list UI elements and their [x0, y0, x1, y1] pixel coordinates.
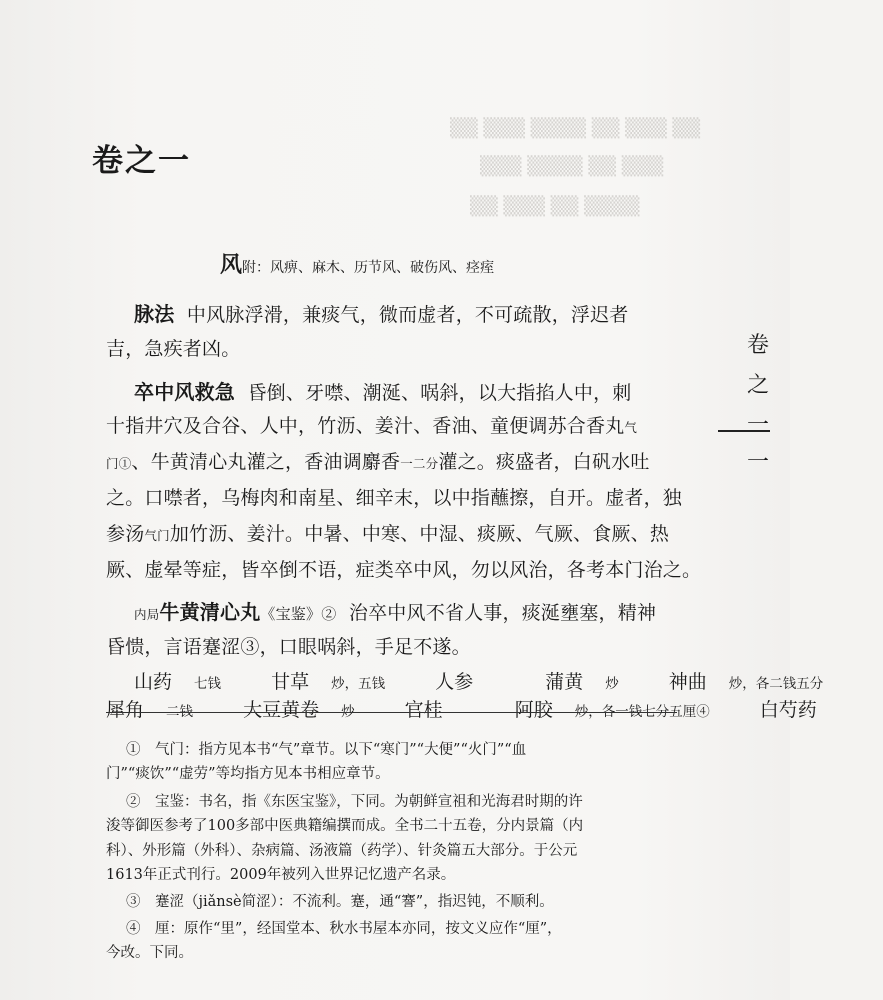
rescue-text-3b: 、牛黄清心丸灌之，香油调麝香: [131, 451, 401, 473]
pulse-line-2: 吉，急疾者凶。: [106, 338, 241, 360]
rescue-note-5b: 气门: [144, 528, 170, 543]
formula-line-1: [134, 596, 694, 625]
section-heading-title: 风: [220, 253, 243, 278]
page-number: 一: [746, 450, 769, 475]
ingredient: 人参: [435, 671, 474, 693]
rescue-line-6: 厥、虚晕等症，皆卒倒不语，症类卒中风，勿以风治，各考本门治之。: [106, 559, 702, 581]
rescue-line-3: [106, 447, 681, 474]
ingredient: 神曲 炒，各二钱五分: [668, 671, 824, 693]
rescue-heading: 卒中风救急: [134, 380, 235, 404]
rescue-note-3a: 门①: [106, 456, 132, 471]
ingredients-row-1: [134, 667, 867, 694]
rescue-text-5a: 参汤: [106, 523, 145, 545]
ingredient: 官桂: [404, 699, 443, 721]
rescue-note-3c: 一二分: [400, 456, 439, 471]
footnote-3: ③ 蹇涩（jiǎnsè简涩）：不流利。蹇，通“謇”，指迟钝，不顺利。: [126, 894, 554, 910]
running-header-rule: [718, 430, 770, 432]
rescue-text-1: 昏倒、牙噤、潮涎、㖞斜，以大指掐人中，刺: [247, 382, 632, 404]
rescue-line-1: [134, 376, 694, 405]
rescue-note-2: 气: [624, 420, 638, 435]
section-heading: [220, 248, 494, 279]
rescue-text-2: 十指井穴及合谷、人中，竹沥、姜汁、香油、童便调苏合香丸: [106, 415, 625, 437]
bleed-through-text: ▒▒ ▒▒▒ ▒▒▒▒ ▒▒ ▒▒▒ ▒▒: [450, 118, 701, 139]
ingredient: 蒲黄 炒: [545, 671, 619, 693]
ingredients-row-2: [106, 695, 883, 722]
footnote-1: ① 气门：指方见本书“气”章节。以下“寒门”“大便”“火门”“血 门”“痰饮”“虚劳”等均指方见本书相应章节。: [106, 742, 527, 783]
ingredient: 阿胶 炒，各一钱七分五厘④: [514, 699, 710, 721]
pulse-heading: 脉法: [134, 302, 175, 326]
footnote-4: ④ 厘：原作“里”，经国堂本、秋水书屋本亦同，按文义应作“厘”， 今改。下同。: [106, 921, 562, 962]
ingredient: 犀角 二钱: [106, 699, 194, 721]
rescue-line-2: [106, 411, 681, 438]
bleed-through-text: ▒▒▒ ▒▒▒▒ ▒▒ ▒▒▒: [480, 156, 664, 177]
pulse-line-1: [134, 298, 694, 327]
formula-prefix: 内局: [134, 607, 160, 622]
chapter-title: 卷之一: [92, 143, 191, 179]
running-header-char: 之: [746, 373, 769, 398]
running-header-char: 卷: [746, 333, 769, 358]
pulse-text-1: 中风脉浮滑，兼痰气，微而虚者，不可疏散，浮迟者: [186, 304, 629, 326]
ingredient: 甘草 炒，五钱: [271, 671, 386, 693]
ingredient: 白芍药: [759, 699, 817, 721]
rescue-text-3d: 灌之。痰盛者，白矾水吐: [438, 451, 650, 473]
bleed-through-text: ▒▒ ▒▒▒ ▒▒ ▒▒▒▒: [470, 196, 640, 217]
rescue-line-4: 之。口噤者，乌梅肉和南星、细辛末，以中指蘸擦，自开。虚者，独: [106, 487, 683, 509]
rescue-text-5c: 加竹沥、姜汁。中暑、中寒、中湿、痰厥、气厥、食厥、热: [169, 523, 670, 545]
footnote-2: ② 宝鉴：书名，指《东医宝鉴》，下同。为朝鲜宣祖和光海君时期的许 浚等御医参考了100多部中医典籍编撰而成。全书二十五卷，分内景篇（内 科）、外形篇（外科）、杂病篇、汤液篇（药学）、针灸篇五大部分。于公元 1613年正式刊行。2009年被列入世界记忆遗产名录。: [106, 794, 584, 883]
formula-text-1: 治卒中风不省人事，痰涎壅塞，精神: [348, 602, 657, 624]
section-heading-appendix: 附：风痹、麻木、历节风、破伤风、痉痓: [242, 260, 495, 276]
formula-line-2: 昏愦，言语蹇涩③，口眼㖞斜，手足不遂。: [106, 636, 471, 658]
running-header-char: 一: [746, 413, 769, 438]
formula-source: 《宝鉴》②: [260, 605, 337, 623]
ingredient: 大豆黄卷 炒: [243, 699, 355, 721]
running-header: [744, 326, 772, 446]
formula-name: 牛黄清心丸: [159, 600, 261, 624]
rescue-line-5: [106, 519, 681, 546]
ingredient: 山药 七钱: [134, 671, 222, 693]
footnote-divider: [106, 712, 677, 713]
